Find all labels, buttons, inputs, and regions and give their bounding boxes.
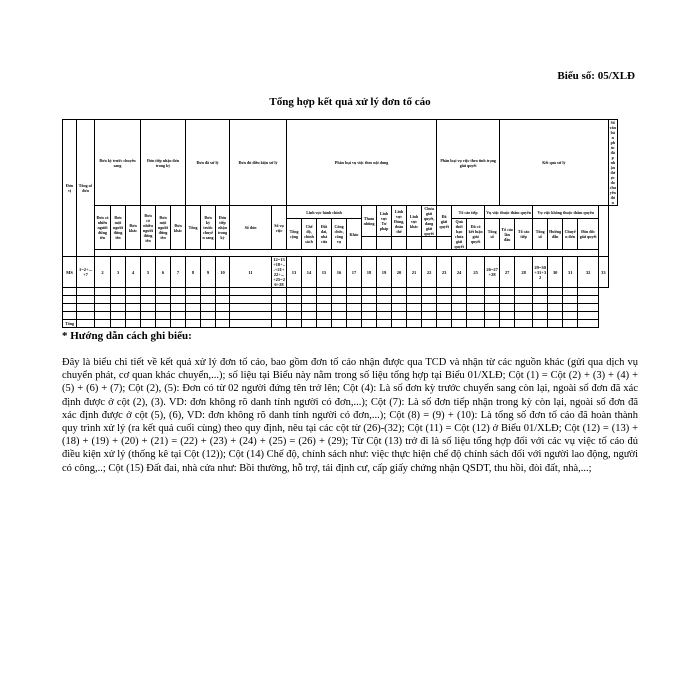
data-cell (392, 312, 407, 320)
data-cell (347, 288, 362, 296)
data-cell (533, 296, 548, 304)
data-cell (515, 320, 533, 328)
header-urge: Đôn đốc giải quyết (578, 219, 599, 250)
index-cell: 25 (467, 257, 485, 288)
data-cell (171, 320, 186, 328)
index-cell: 7 (171, 257, 186, 288)
data-cell (392, 288, 407, 296)
header-further: Tố cáo tiếp (515, 219, 533, 250)
index-cell: 17 (347, 257, 362, 288)
data-cell (302, 288, 317, 296)
data-cell (332, 320, 347, 328)
data-cell (77, 288, 95, 296)
data-row (63, 312, 618, 320)
header-by-content: Phân loại vụ việc theo nội dung (287, 120, 437, 206)
data-cell (500, 320, 515, 328)
header-total-petitions: Tổng số đơn (77, 120, 95, 257)
data-cell (272, 320, 287, 328)
data-cell (533, 304, 548, 312)
header-within-total: Tổng số (485, 219, 500, 250)
data-cell (392, 320, 407, 328)
data-cell (362, 312, 377, 320)
data-cell (141, 288, 156, 296)
data-cell (548, 320, 563, 328)
header-grand-total: Tổng cộng (287, 219, 302, 250)
header-resolved: Đã giải quyết (437, 206, 452, 237)
header-received-in-period: Đơn tiếp nhận trong kỳ (216, 206, 230, 250)
data-cell (77, 312, 95, 320)
data-cell (272, 296, 287, 304)
data-cell (578, 312, 599, 320)
header-transfer: Chuyển đơn (563, 219, 578, 250)
data-cell (515, 288, 533, 296)
index-cell: 27 (500, 257, 515, 288)
data-cell (287, 288, 302, 296)
data-cell (485, 296, 500, 304)
data-cell (452, 304, 467, 312)
index-cell: 21 (407, 257, 422, 288)
data-cell (156, 288, 171, 296)
data-cell (287, 304, 302, 312)
data-cell (515, 296, 533, 304)
data-cell (332, 296, 347, 304)
header-single-signer: Đơn một người đứng tên (111, 206, 126, 250)
index-cell: 31 (563, 257, 578, 288)
header-pending: Chưa giải quyết, đang giải quyết (422, 206, 437, 237)
data-cell (201, 304, 216, 312)
data-cell (111, 304, 126, 312)
data-cell (422, 312, 437, 320)
header-administrative: Lĩnh vực hành chính (287, 206, 362, 219)
data-cell (347, 304, 362, 312)
index-cell: 11 (230, 257, 272, 288)
data-cell (362, 288, 377, 296)
data-cell (126, 304, 141, 312)
data-cell (230, 304, 272, 312)
header-processed: Đơn đã xử lý (186, 120, 230, 206)
data-cell (485, 312, 500, 320)
data-cell (452, 320, 467, 328)
index-cell: 9 (201, 257, 216, 288)
data-cell (317, 320, 332, 328)
header-prev-transfer: Đơn kỳ trước chuyển sang (201, 206, 216, 250)
index-ms: MS (63, 257, 77, 288)
data-cell (377, 288, 392, 296)
data-cell (437, 296, 452, 304)
data-cell (302, 296, 317, 304)
data-cell (126, 296, 141, 304)
data-cell (467, 288, 485, 296)
index-cell: 6 (156, 257, 171, 288)
data-cell (63, 296, 77, 304)
data-cell (578, 296, 599, 304)
data-cell (186, 296, 201, 304)
index-cell: 14 (302, 257, 317, 288)
index-cell: 10 (216, 257, 230, 288)
data-cell (515, 304, 533, 312)
data-cell (302, 320, 317, 328)
header-blank-18 (362, 237, 377, 250)
data-cell (347, 312, 362, 320)
data-cell (171, 312, 186, 320)
data-cell (332, 312, 347, 320)
data-cell (186, 320, 201, 328)
header-outside-authority: Vụ việc không thuộc thẩm quyền (533, 206, 599, 219)
data-cell (317, 304, 332, 312)
data-cell (272, 312, 287, 320)
header-spacer (95, 250, 599, 257)
notes-body: Đây là biểu chi tiết về kết quả xử lý đơn tố cáo, bao gồm đơn tố cáo nhận được qua TCD và nhận từ các nguồn khác (gửi qua dịch vụ chuyển phát, cơ quan khác chuyển,...); số liệu tại Biểu này nằm trong số liệu tổng hợp tại Biểu 01/XLĐ; Cột (1) = Cột (2) + (3) + (4) + (5) + (6) + (7); Cột (2), (5): Đơn có từ 02 người đứng tên trở lên; Cột (4): Là số đơn kỳ trước chuyển sang còn lại, ngoài số đơn đã xác định được ở cột (2), (3). VD: đơn không rõ danh tính người có đơn,...); Cột (7): Là số đơn tiếp nhận trong kỳ còn lại, ngoài số đơn đã xác định được ở cột (5), (6), VD: đơn không rõ danh tính người có đơn,...); Cột (8) = (9) + (10): Là tổng số đơn tố cáo đã hoàn thành quy trình xử lý (ra kết quả cuối cùng) theo quy định, nêu tại các cột từ (26)-(32); Cột (11) = Cột (12) ở Biểu 01/XLĐ; Cột (12) = (13) + (18) + (19) + (20) + (21) = (22) + (23) + (24) + (25) = (26) + (29); Từ Cột (13) trở đi là số liệu tổng hợp đối với các vụ việc tố cáo đủ điều kiện xử lý (thống kê tại Cột (12)); Cột (14) Chế độ, chính sách như: việc thực hiện chế độ chính sách đối với người lao động, người có công,..; Cột (15) Đất đai, nhà cửa như: Bồi thường, hỗ trợ, tái định cư, cấp giấy chứng nhận QSDT, thu hồi, đòi đất, nhà,...; (62, 357, 638, 474)
header-first-time: Tố cáo lần đầu (500, 219, 515, 250)
data-cell (317, 296, 332, 304)
data-cell (377, 320, 392, 328)
data-cell (77, 304, 95, 312)
data-cell (156, 312, 171, 320)
index-cell: 20 (392, 257, 407, 288)
data-cell (317, 288, 332, 296)
data-cell (156, 296, 171, 304)
index-cell: 33 (599, 257, 608, 288)
data-cell (216, 288, 230, 296)
data-cell (216, 320, 230, 328)
data-cell (317, 312, 332, 320)
data-cell (216, 296, 230, 304)
data-cell (141, 296, 156, 304)
data-cell (437, 304, 452, 312)
header-blank-22 (422, 237, 437, 250)
header-other: Đơn khác (126, 206, 141, 250)
data-cell (362, 304, 377, 312)
data-cell (467, 320, 485, 328)
data-cell (230, 320, 272, 328)
data-cell (347, 296, 362, 304)
header-policy: Chế độ, chính sách (302, 219, 317, 250)
data-cell (467, 304, 485, 312)
data-cell (126, 320, 141, 328)
data-cell (126, 312, 141, 320)
data-row (63, 296, 618, 304)
data-cell (186, 312, 201, 320)
index-cell: 22 (422, 257, 437, 288)
data-cell (201, 312, 216, 320)
data-cell (95, 296, 111, 304)
data-cell (95, 304, 111, 312)
header-overdue: Quá thời hạn chưa giải quyết (452, 219, 467, 250)
header-single-signer-2: Đơn một người đứng tên (156, 206, 171, 250)
index-cell: 18 (362, 257, 377, 288)
data-cell (467, 312, 485, 320)
data-cell (548, 312, 563, 320)
header-unit: Đơn vị (63, 120, 77, 257)
data-cell (437, 320, 452, 328)
form-code: Biểu số: 05/XLĐ (557, 70, 635, 82)
data-cell (141, 320, 156, 328)
data-cell (422, 288, 437, 296)
data-cell (422, 320, 437, 328)
header-eligible: Đơn đủ điều kiện xử lý (230, 120, 287, 206)
index-cell: 16 (332, 257, 347, 288)
data-cell (548, 288, 563, 296)
index-cell: 2 (95, 257, 111, 288)
header-blank-19 (377, 237, 392, 250)
report-table (62, 119, 618, 328)
header-civil-service: Công chức, công vụ (332, 219, 347, 250)
header-reply-docs-blank (599, 206, 608, 257)
header-row-3 (63, 206, 618, 219)
data-cell (171, 288, 186, 296)
data-cell (500, 304, 515, 312)
data-cell (407, 312, 422, 320)
data-cell (230, 288, 272, 296)
data-row (63, 288, 618, 296)
index-cell: 32 (578, 257, 599, 288)
report-title: Tổng hợp kết quả xử lý đơn tố cáo (269, 96, 431, 108)
header-prev-period: Đơn kỳ trước chuyển sang (95, 120, 141, 206)
data-cell (77, 320, 95, 328)
data-cell (563, 296, 578, 304)
header-multi-signer: Đơn có nhiều người đứng tên (95, 206, 111, 250)
data-cell (533, 312, 548, 320)
data-cell (95, 320, 111, 328)
data-cell (156, 304, 171, 312)
header-within-authority: Vụ việc thuộc thẩm quyền (485, 206, 533, 219)
data-cell (111, 296, 126, 304)
index-cell: 30 (548, 257, 563, 288)
data-cell (171, 304, 186, 312)
data-cell (563, 288, 578, 296)
data-cell (302, 304, 317, 312)
header-blank-20 (392, 237, 407, 250)
header-total: Tổng (186, 206, 201, 250)
data-cell (216, 312, 230, 320)
data-cell (230, 296, 272, 304)
header-judicial: Lĩnh vực Tư pháp (377, 206, 392, 237)
data-cell (230, 312, 272, 320)
header-land: Đất đai, nhà cửa (317, 219, 332, 250)
data-cell (452, 312, 467, 320)
data-cell (63, 312, 77, 320)
data-cell (287, 296, 302, 304)
data-cell (201, 288, 216, 296)
header-result: Kết quả xử lý (500, 120, 608, 206)
header-admin-other: Khác (347, 219, 362, 250)
data-cell (332, 288, 347, 296)
data-cell (287, 320, 302, 328)
data-cell (392, 304, 407, 312)
data-cell (563, 320, 578, 328)
notes-heading: * Hướng dẫn cách ghi biểu: (62, 330, 192, 342)
data-cell (362, 296, 377, 304)
data-cell (548, 296, 563, 304)
data-cell (422, 296, 437, 304)
data-cell (500, 312, 515, 320)
header-other-2: Đơn khác (171, 206, 186, 250)
data-cell (485, 304, 500, 312)
data-cell (500, 296, 515, 304)
header-corruption: Tham nhũng (362, 206, 377, 237)
index-cell: 12=13+18+...+21+22+...+25=26+28 (273, 257, 285, 287)
index-cell: 26=27+28 (485, 257, 500, 288)
data-cell (63, 304, 77, 312)
header-blank-21 (407, 237, 422, 250)
data-cell (377, 312, 392, 320)
header-party: Lĩnh vực Đảng, đoàn thể (392, 206, 407, 237)
data-cell (422, 304, 437, 312)
data-cell (563, 312, 578, 320)
data-cell (578, 304, 599, 312)
data-cell (201, 320, 216, 328)
data-cell (302, 312, 317, 320)
data-cell (156, 320, 171, 328)
data-cell (95, 312, 111, 320)
index-cell: 1=2+...+7 (77, 257, 95, 288)
header-current-period: Đơn tiếp nhận đơn trong kỳ (141, 120, 186, 206)
header-concluded: Đã có kết luận giải quyết (467, 219, 485, 250)
index-cell: 3 (111, 257, 126, 288)
data-cell (111, 320, 126, 328)
data-cell (515, 312, 533, 320)
index-cell: 4 (126, 257, 141, 288)
data-cell (485, 320, 500, 328)
header-petition-count: Số đơn (230, 206, 272, 250)
data-cell (272, 288, 287, 296)
index-cell: 29=30+31+32 (533, 257, 548, 288)
data-cell (95, 288, 111, 296)
data-cell (377, 304, 392, 312)
data-cell (407, 296, 422, 304)
data-cell (467, 296, 485, 304)
data-cell (171, 296, 186, 304)
header-other-field: Lĩnh vực khác (407, 206, 422, 237)
index-cell: 13 (287, 257, 302, 288)
data-cell (347, 320, 362, 328)
header-further-denunciation: Tố cáo tiếp (452, 206, 485, 219)
data-cell (533, 320, 548, 328)
data-cell (578, 320, 599, 328)
data-cell (563, 304, 578, 312)
data-cell (111, 288, 126, 296)
data-cell (437, 312, 452, 320)
index-cell: 5 (141, 257, 156, 288)
header-row-6 (63, 250, 618, 257)
header-guidance: Hướng dẫn (548, 219, 563, 250)
header-case-count: Số vụ việc (272, 206, 287, 250)
index-cell: 15 (317, 257, 332, 288)
data-cell (77, 296, 95, 304)
data-cell (111, 312, 126, 320)
data-cell (548, 304, 563, 312)
data-cell (437, 288, 452, 296)
data-cell (186, 288, 201, 296)
data-cell (485, 288, 500, 296)
data-cell (141, 312, 156, 320)
report-table-wrapper (62, 119, 618, 328)
data-row (63, 304, 618, 312)
data-cell (216, 304, 230, 312)
header-multi-signer-2: Đơn có nhiều người đứng tên (141, 206, 156, 250)
column-index-row (63, 257, 618, 288)
data-cell (407, 320, 422, 328)
index-cell: 24 (452, 257, 467, 288)
total-label: Tổng (63, 320, 77, 328)
header-by-status: Phân loại vụ việc theo tình trạng giải quyết (437, 120, 500, 206)
data-cell (578, 288, 599, 296)
index-cell: 8 (186, 257, 201, 288)
data-cell (407, 304, 422, 312)
data-cell (141, 304, 156, 312)
data-cell (452, 296, 467, 304)
data-cell (287, 312, 302, 320)
data-cell (377, 296, 392, 304)
data-cell (63, 288, 77, 296)
index-cell: 28 (515, 257, 533, 288)
data-cell (533, 288, 548, 296)
data-cell (201, 296, 216, 304)
data-cell (272, 304, 287, 312)
index-cell: 23 (437, 257, 452, 288)
header-reply-docs: Số văn bản phúc đáp nhận được do chuyển đơn (609, 120, 616, 205)
data-cell (500, 288, 515, 296)
header-blank-23 (437, 237, 452, 250)
data-cell (407, 288, 422, 296)
header-outside-total: Tổng số (533, 219, 548, 250)
data-cell (126, 288, 141, 296)
data-cell (452, 288, 467, 296)
data-cell (392, 296, 407, 304)
data-cell (186, 304, 201, 312)
data-cell (332, 304, 347, 312)
total-row (63, 320, 618, 328)
data-cell (362, 320, 377, 328)
index-cell: 19 (377, 257, 392, 288)
